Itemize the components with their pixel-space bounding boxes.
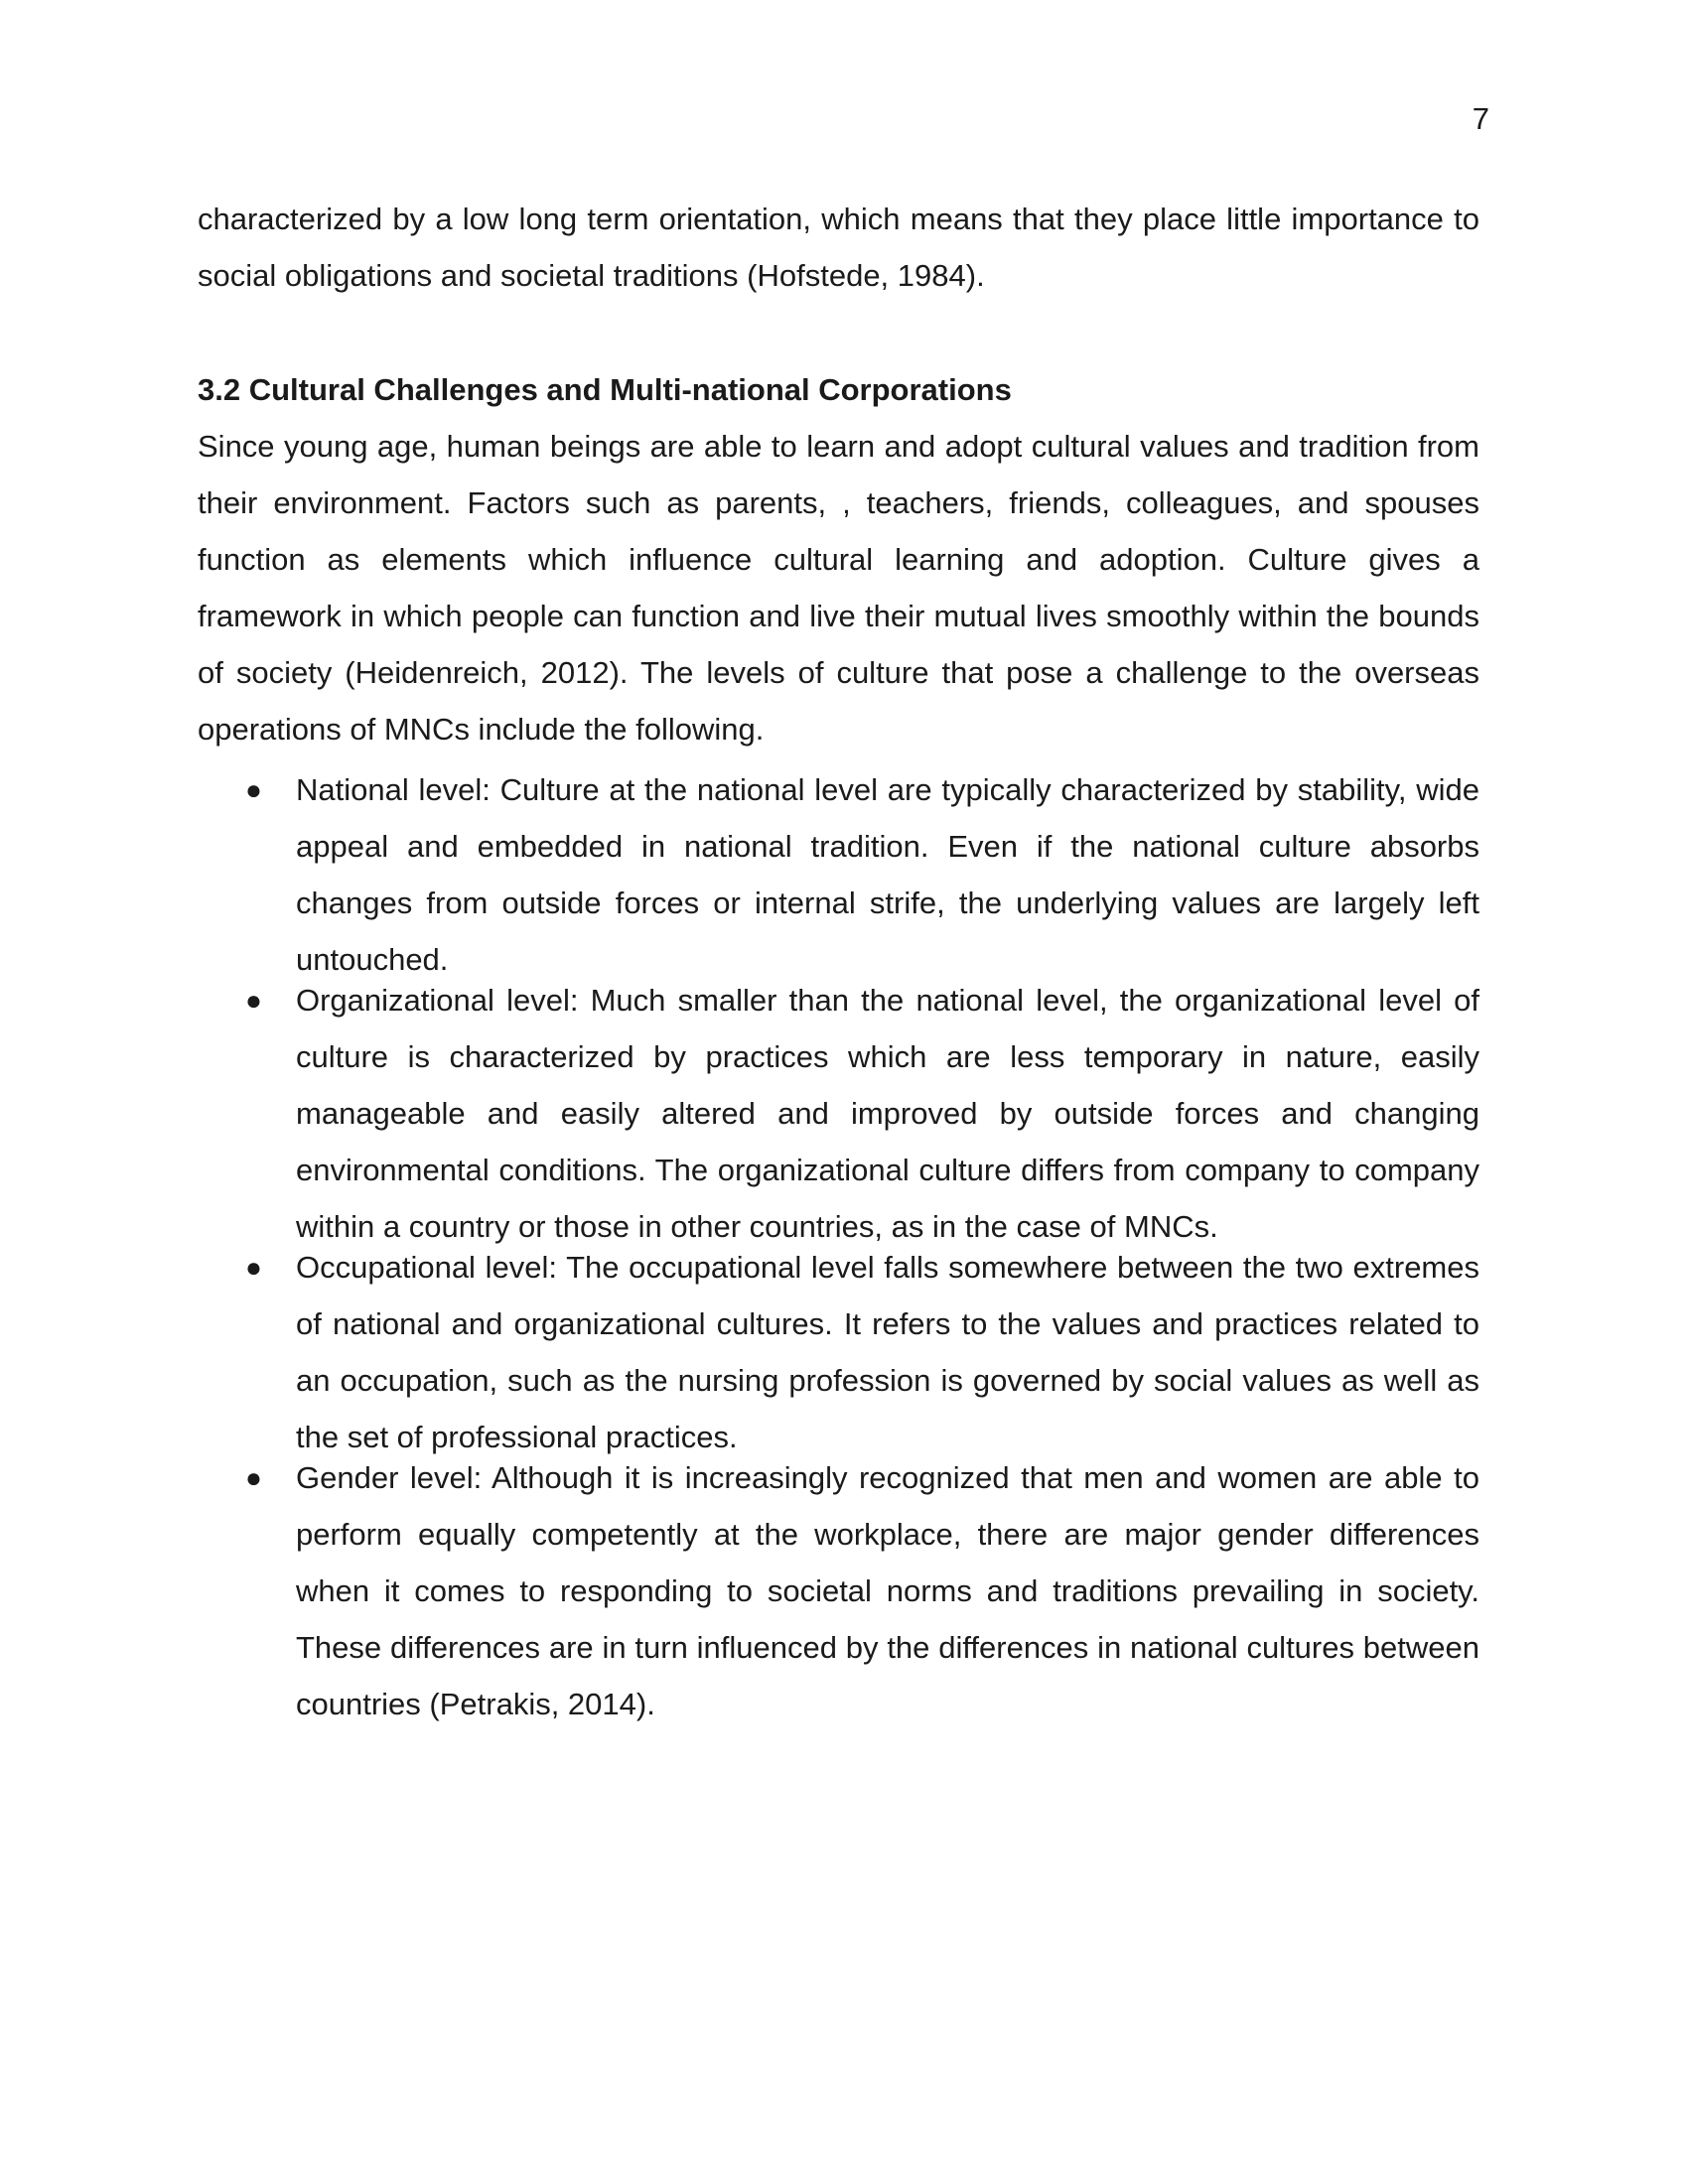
list-item-occupational-level: [198, 1239, 1479, 1465]
bullet-icon: ●: [245, 1252, 262, 1283]
bullet-icon: ●: [245, 985, 262, 1016]
page-number: 7: [1472, 101, 1489, 136]
section-heading: 3.2 Cultural Challenges and Multi-national Corporations: [198, 372, 1012, 407]
list-item-text: Organizational level: Much smaller than the national level, the organizational level of culture is characterized by practices which are less temporary in nature, easily manageable and easily altered and improved by outside forces and changing environmental conditions. The organizational culture differs from company to company within a country or those in other countries, as in the case of MNCs.: [296, 983, 1479, 1244]
section-paragraph: Since young age, human beings are able to learn and adopt cultural values and tradition from their environment. Factors such as parents, , teachers, friends, colleagues, and spouses function as elements which influence cultural learning and adoption. Culture gives a framework in which people can function and live their mutual lives smoothly within the bounds of society (Heidenreich, 2012). The levels of culture that pose a challenge to the overseas operations of MNCs include the following.: [198, 429, 1479, 747]
list-item-text: Occupational level: The occupational level falls somewhere between the two extremes of national and organizational cultures. It refers to the values and practices related to an occupation, such as the nursing profession is governed by social values as well as the set of professional practices.: [296, 1250, 1479, 1454]
list-item-text: Gender level: Although it is increasingly recognized that men and women are able to perform equally competently at the workplace, there are major gender differences when it comes to responding to societal norms and traditions prevailing in society. These differences are in turn influenced by the differences in national cultures between countries (Petrakis, 2014).: [296, 1460, 1479, 1721]
list-item-organizational-level: [198, 972, 1479, 1255]
list-item-gender-level: [198, 1449, 1479, 1732]
bullet-icon: ●: [245, 1462, 262, 1493]
bullet-icon: ●: [245, 774, 262, 805]
list-item-national-level: [198, 761, 1479, 988]
culture-levels-list: [198, 761, 1479, 1732]
list-item-text: National level: Culture at the national level are typically characterized by stability, wide appeal and embedded in national tradition. Even if the national culture absorbs changes from outside forces or internal strife, the underlying values are largely left untouched.: [296, 772, 1479, 977]
intro-paragraph: characterized by a low long term orientation, which means that they place little importance to social obligations and societal traditions (Hofstede, 1984).: [198, 202, 1479, 293]
